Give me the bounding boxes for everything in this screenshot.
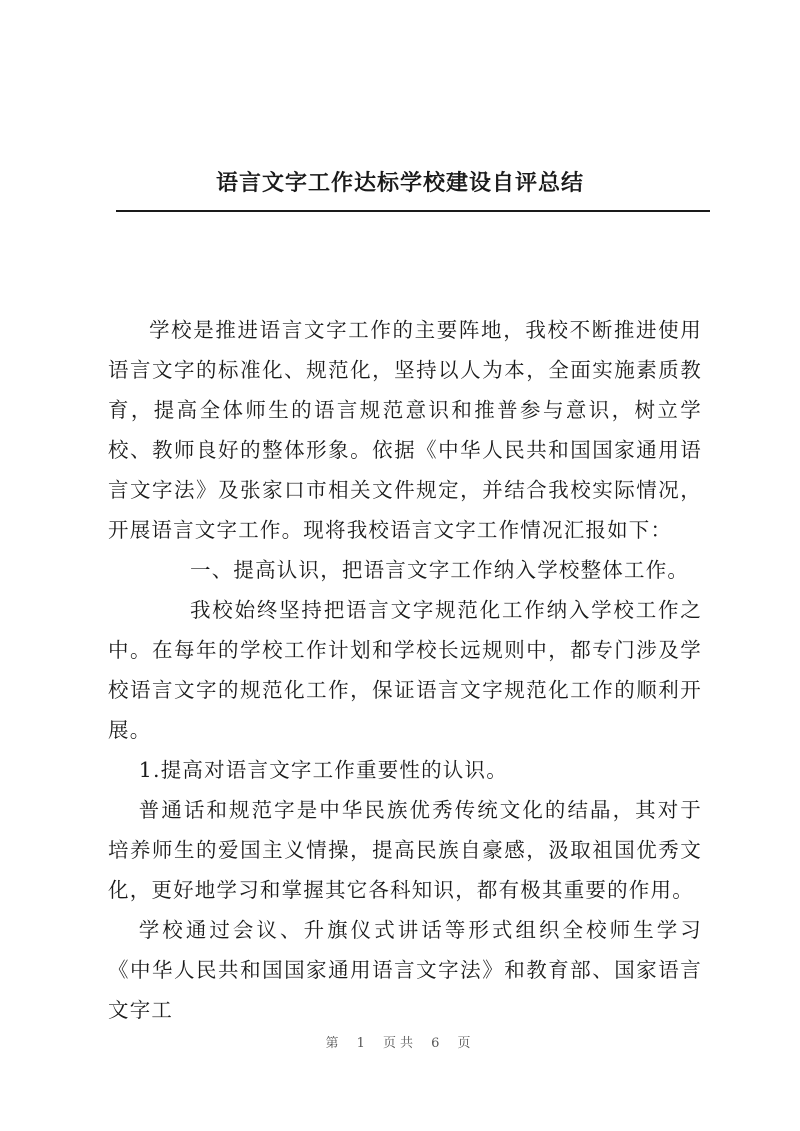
subheading-1-1: 1.提高对语言文字工作重要性的认识。	[138, 758, 508, 782]
document-body	[108, 310, 702, 1030]
paragraph-section-1: 我校始终坚持把语言文字规范化工作纳入学校工作之中。在每年的学校工作计划和学校长远规则中，都专门涉及学校语言文字的规范化工作，保证语言文字规范化工作的顺利开展。	[108, 598, 702, 742]
paragraph-meetings: 学校通过会议、升旗仪式讲话等形式组织全校师生学习《中华人民共和国国家通用语言文字法》和教育部、国家语言文字工	[108, 918, 702, 1022]
title-underline	[116, 210, 710, 212]
page-footer: 第 1 页共 6 页	[325, 1036, 475, 1051]
document-title: 语言文字工作达标学校建设自评总结	[215, 170, 584, 196]
section-heading-1: 一、提高认识，把语言文字工作纳入学校整体工作。	[190, 558, 690, 582]
paragraph-mandarin: 普通话和规范字是中华民族优秀传统文化的结晶，其对于培养师生的爱国主义情操，提高民族自豪感，汲取祖国优秀文化，更好地学习和掌握其它各科知识，都有极其重要的作用。	[108, 798, 702, 902]
paragraph-intro: 学校是推进语言文字工作的主要阵地，我校不断推进使用语言文字的标准化、规范化，坚持以人为本，全面实施素质教育，提高全体师生的语言规范意识和推普参与意识，树立学校、教师良好的整体形象。依据《中华人民共和国国家通用语言文字法》及张家口市相关文件规定，并结合我校实际情况，开展语言文字工作。现将我校语言文字工作情况汇报如下：	[108, 318, 702, 542]
